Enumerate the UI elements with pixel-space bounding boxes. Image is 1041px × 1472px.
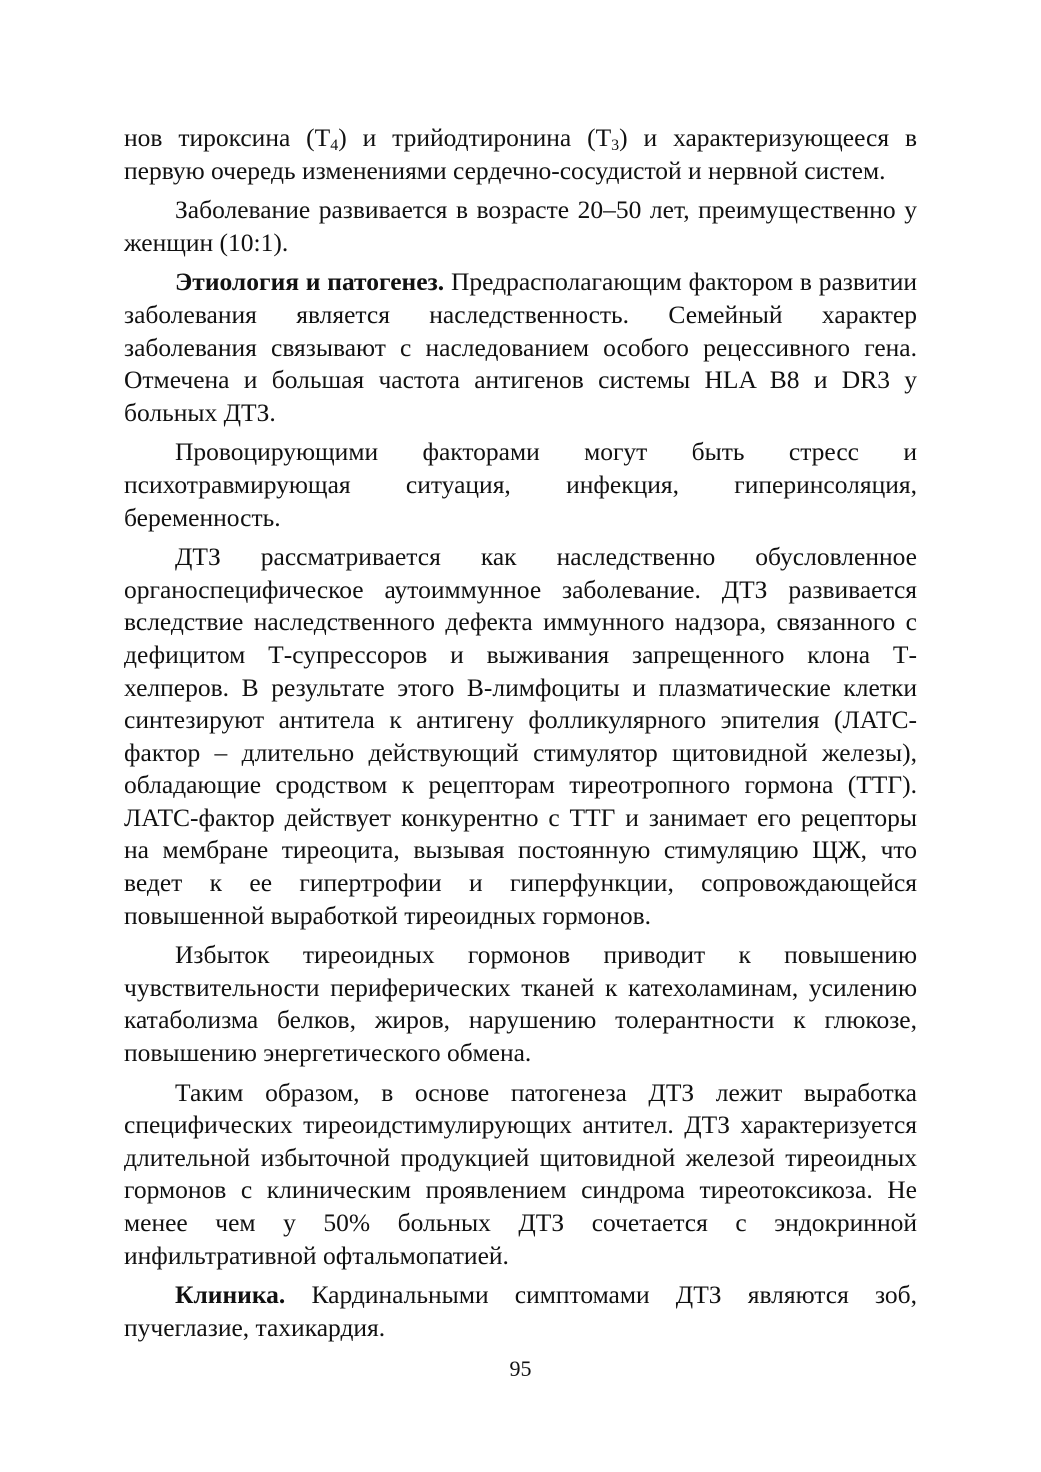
- text-run: Предрасполагающим фактором в развитии заболевания является наследственность. Семейный характер заболевания связывают с наследованием особого рецессивного гена. Отмечена и большая частота антигенов системы HLA В8 и DR3 у больных ДТЗ.: [124, 267, 917, 427]
- document-body: [124, 122, 917, 1351]
- text-run: Провоцирующими факторами могут быть стресс и психотравмирующая ситуация, инфекция, гиперинсоляция, беременность.: [124, 437, 917, 532]
- page-number: 95: [509, 1356, 532, 1381]
- text-run: ДТЗ рассматривается как наследственно обусловленное органоспецифическое аутоиммунное заболевание. ДТЗ развивается вследствие наследственного дефекта иммунного надзора, связанного с дефицитом Т-супрессоров и выживания запрещенного клона Т-хелперов. В результате этого В-лимфоциты и плазматические клетки синтезируют антитела к антигену фолликулярного эпителия (ЛАТС-фактор – длительно действующий стимулятор щитовидной железы), обладающие сродством к рецепторам тиреотропного гормона (ТТГ). ЛАТС-фактор действует конкурентно с ТТГ и занимает его рецепторы на мембране тиреоцита, вызывая постоянную стимуляцию ЩЖ, что ведет к ее гипертрофии и гиперфункции, сопровождающейся повышенной выработкой тиреоидных гормонов.: [124, 542, 917, 930]
- text-run: Заболевание развивается в возрасте 20–50 лет, преимущественно у женщин (10:1).: [124, 195, 917, 257]
- section-heading-etiology: Этиология и патогенез.: [175, 267, 445, 297]
- text-run: нов тироксина (Т: [124, 123, 331, 152]
- subscript: 4: [330, 137, 339, 154]
- paragraph-etiology: [124, 266, 917, 429]
- paragraph-autoimmune: [124, 541, 917, 932]
- text-run: Избыток тиреоидных гормонов приводит к повышению чувствительности периферических тканей к катехоламинам, усилению катаболизма белков, жиров, нарушению толерантности к глюкозе, повышению энергетического обмена.: [124, 940, 917, 1068]
- paragraph-hormone-excess: [124, 939, 917, 1069]
- paragraph-continuation: [124, 122, 917, 187]
- text-run: ) и характеризующееся в первую очередь изменениями сердечно-сосудистой и нервной систем.: [124, 123, 917, 185]
- text-run: Кардинальными симптомами ДТЗ являются зоб, пучеглазие, тахикардия.: [124, 1280, 917, 1342]
- paragraph-clinic: [124, 1279, 917, 1344]
- section-heading-clinic: Клиника.: [175, 1280, 286, 1310]
- text-run: ) и трийодтиронина (Т: [338, 123, 612, 152]
- text-run: Таким образом, в основе патогенеза ДТЗ лежит выработка специфических тиреоидстимулирующих антител. ДТЗ характеризуется длительной избыточной продукцией щитовидной железой тиреоидных гормонов с клиническим проявлением синдрома тиреотоксикоза. Не менее чем у 50% больных ДТЗ сочетается с эндокринной инфильтративной офтальмопатией.: [124, 1077, 917, 1270]
- subscript: 3: [611, 137, 620, 154]
- paragraph-onset-age: [124, 194, 917, 259]
- paragraph-pathogenesis-summary: [124, 1077, 917, 1273]
- paragraph-triggers: [124, 436, 917, 534]
